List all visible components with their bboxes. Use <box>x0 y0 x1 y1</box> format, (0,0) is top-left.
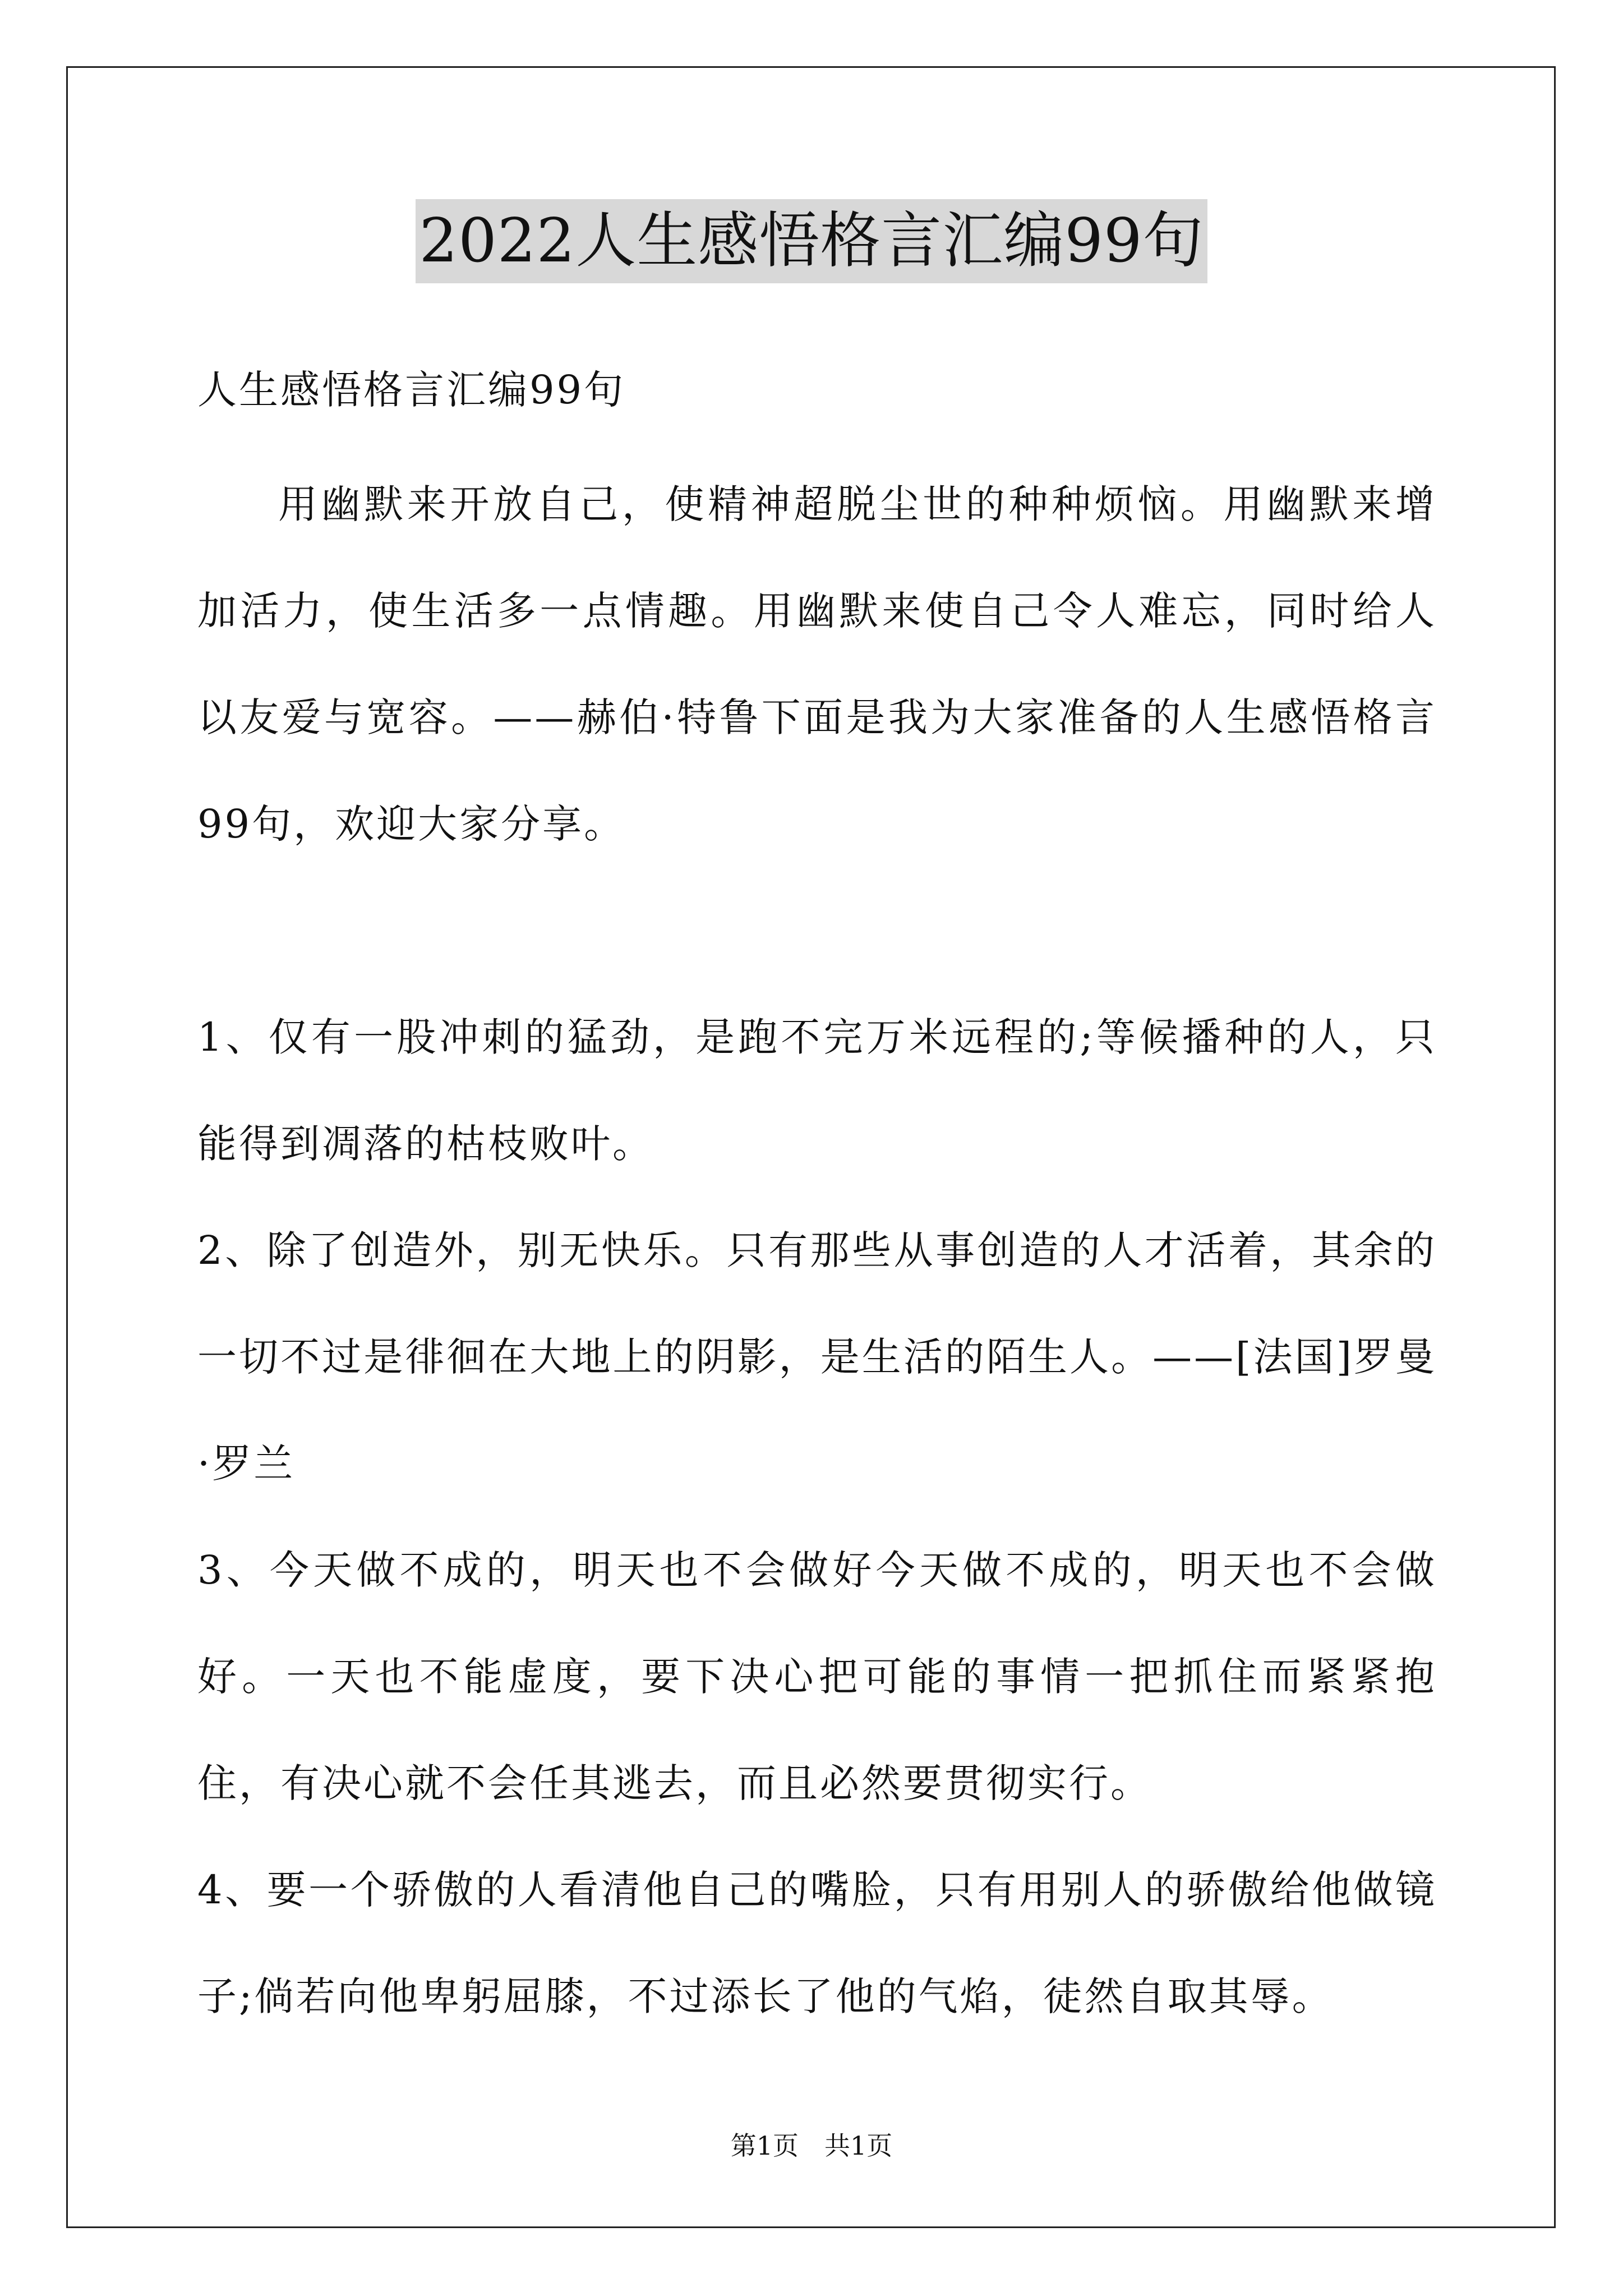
page-footer <box>0 2129 1623 2162</box>
paragraph-spacer <box>197 877 1437 984</box>
quote-item-3: 3、今天做不成的，明天也不会做好今天做不成的，明天也不会做好。一天也不能虚度，要下决心把可能的事情一把抓住而紧紧抱住，有决心就不会任其逃去，而且必然要贯彻实行。 <box>197 1547 1437 1806</box>
quote-item-4: 4、要一个骄傲的人看清他自己的嘴脸，只有用别人的骄傲给他做镜子;倘若向他卑躬屈膝，不过添长了他的气焰，徒然自取其辱。 <box>197 1867 1437 2019</box>
document-title: 2022人生感悟格言汇编99句 <box>416 199 1207 283</box>
quote-item-2: 2、除了创造外，别无快乐。只有那些从事创造的人才活着，其余的一切不过是徘徊在大地上的阴影，是生活的陌生人。——[法国]罗曼·罗兰 <box>197 1227 1437 1487</box>
quote-item-1: 1、仅有一股冲刺的猛劲，是跑不完万米远程的;等候播种的人，只能得到凋落的枯枝败叶。 <box>197 1014 1437 1167</box>
intro-paragraph: 用幽默来开放自己，使精神超脱尘世的种种烦恼。用幽默来增加活力，使生活多一点情趣。用幽默来使自己令人难忘，同时给人以友爱与宽容。——赫伯·特鲁下面是我为大家准备的人生感悟格言99句，欢迎大家分享。 <box>197 481 1437 847</box>
page-number: 第1页 共1页 <box>730 2131 893 2161</box>
title-container <box>0 199 1623 283</box>
document-body <box>197 337 1437 2050</box>
document-subtitle: 人生感悟格言汇编99句 <box>197 367 626 413</box>
